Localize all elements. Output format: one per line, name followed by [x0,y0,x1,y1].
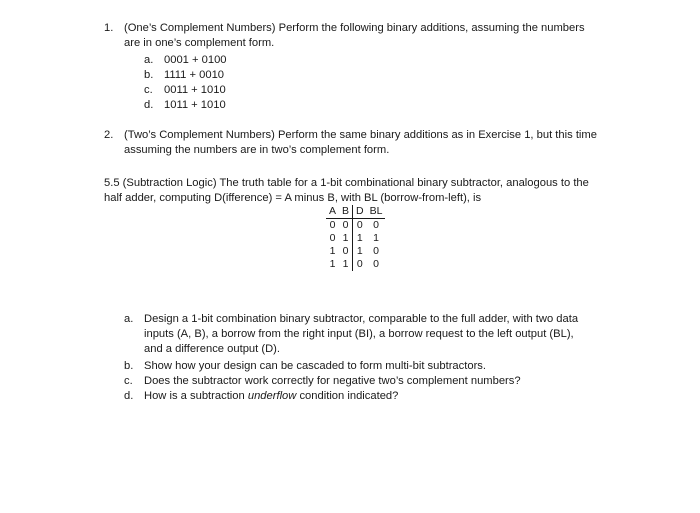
cell: 1 [342,258,349,270]
table-row [326,232,385,245]
item-text: 0011 + 1010 [164,84,226,96]
cell: 1 [329,245,336,257]
cell: 0 [373,219,379,231]
item-text: 0001 + 0100 [164,54,227,66]
part-text-post: condition indicated? [296,390,399,402]
part-text-pre: How is a subtraction [144,390,248,402]
cell: 0 [329,219,336,231]
table-row [326,219,385,233]
part-label: c. [124,375,133,387]
question-text-line: assuming the numbers are in two’s complement form. [124,144,390,156]
table-row [326,245,385,258]
header-bl: BL [367,205,386,219]
header-b: B [339,205,353,219]
item-label: b. [144,69,154,81]
item-text: 1011 + 1010 [164,99,226,111]
cell: 0 [353,219,367,233]
cell: 1 [342,232,349,244]
cell: 0 [373,245,379,257]
part-text-emphasis: underflow [247,390,297,402]
item-text: 1111 + 0010 [164,69,225,81]
question-number: 1. [104,22,114,34]
truth-table-header [326,205,385,219]
table-row [326,258,385,271]
header-d: D [353,205,367,219]
cell: 1 [329,258,336,270]
part-text-line: Does the subtractor work correctly for negative two’s complement numbers? [144,375,521,387]
item-label: a. [144,54,154,66]
part-text-line: inputs (A, B), a borrow from the right input (BI), a borrow request to the left output (BL), [144,328,574,340]
question-text-line: half adder, computing D(ifference) = A minus B, with BL (borrow-from-left), is [104,192,482,204]
cell: 0 [329,232,336,244]
cell: 1 [353,232,367,245]
part-text-line: Show how your design can be cascaded to form multi-bit subtractors. [144,360,487,372]
question-text-line: are in one’s complement form. [124,37,275,49]
part-text-line [144,389,398,404]
cell: 0 [353,258,367,271]
part-label: d. [124,390,134,402]
cell: 1 [373,232,379,244]
part-label: a. [124,313,134,325]
part-label: b. [124,360,134,372]
cell: 0 [373,258,379,270]
cell: 0 [342,219,349,231]
part-text-line: Design a 1-bit combination binary subtractor, comparable to the full adder, with two data [144,313,579,325]
item-label: d. [144,99,154,111]
item-label: c. [144,84,153,96]
cell: 1 [353,245,367,258]
header-a: A [326,205,339,219]
cell: 0 [342,245,349,257]
question-number: 2. [104,129,114,141]
question-text-line: (Two’s Complement Numbers) Perform the same binary additions as in Exercise 1, but this time [124,129,597,141]
question-text-line: (One’s Complement Numbers) Perform the following binary additions, assuming the numbers [124,22,585,34]
part-text-line: and a difference output (D). [144,343,280,355]
truth-table [326,205,385,271]
question-text-line: 5.5 (Subtraction Logic) The truth table for a 1-bit combinational binary subtractor, analogous to the [104,177,589,189]
